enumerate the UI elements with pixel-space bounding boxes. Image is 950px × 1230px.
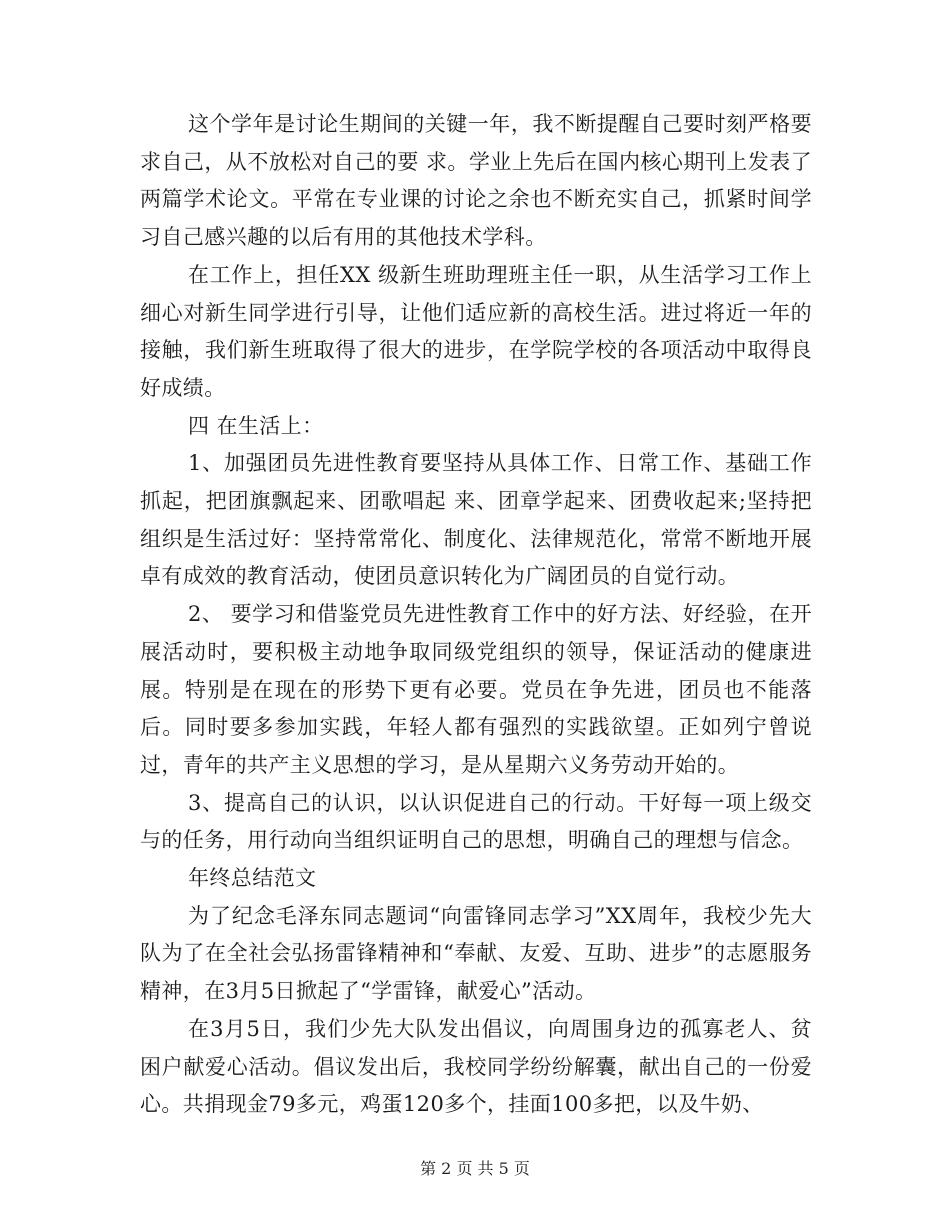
paragraph-study: 这个学年是讨论生期间的关键一年，我不断提醒自己要时刻严格要求自己，从不放松对自己的要 求。学业上先后在国内核心期刊上发表了两篇学术论文。平常在专业课的讨论之余也不断充实自己，抓紧时间学习自己感兴趣的以后有用的其他技术学科。 <box>140 112 812 250</box>
paragraph-item-2: 2、 要学习和借鉴党员先进性教育工作中的好方法、好经验，在开展活动时，要积极主动地争取同级党组织的领导，保证活动的健康进展。特别是在现在的形势下更有必要。党员在争先进，团员也不能落后。同时要多参加实践，年轻人都有强烈的实践欲望。正如列宁曾说过，青年的共产主义思想的学习，是从星期六义务劳动开始的。 <box>140 602 812 777</box>
paragraph-leifeng-intro: 为了纪念毛泽东同志题词“向雷锋同志学习”XX周年，我校少先大队为了在全社会弘扬雷锋精神和“奉献、友爱、互助、进步”的志愿服务精神，在3月5日掀起了“学雷锋，献爱心”活动。 <box>140 903 812 1004</box>
section-heading-sample: 年终总结范文 <box>188 866 317 891</box>
paragraph-item-1: 1、加强团员先进性教育要坚持从具体工作、日常工作、基础工作抓起，把团旗飘起来、团歌唱起 来、团章学起来、团费收起来;坚持把组织是生活过好：坚持常常化、制度化、法律规范化，常常不断地开展卓有成效的教育活动，使团员意识转化为广阔团员的自觉行动。 <box>140 451 812 589</box>
page-number-footer: 第 2 页 共 5 页 <box>420 1159 530 1178</box>
section-heading-life: 四 在生活上： <box>188 413 324 438</box>
paragraph-item-3: 3、提高自己的认识，以认识促进自己的行动。干好每一项上级交与的任务，用行动向当组织证明自己的思想，明确自己的理想与信念。 <box>140 790 812 853</box>
paragraph-work: 在工作上，担任XX 级新生班助理班主任一职，从生活学习工作上细心对新生同学进行引导，让他们适应新的高校生活。进过将近一年的接触，我们新生班取得了很大的进步，在学院学校的各项活动中取得良好成绩。 <box>140 262 812 400</box>
paragraph-leifeng-activity: 在3月5日，我们少先大队发出倡议，向周围身边的孤寡老人、贫困户献爱心活动。倡议发出后，我校同学纷纷解囊，献出自己的一份爱心。共捐现金79多元，鸡蛋120多个，挂面100多把，以及牛奶、 <box>140 1016 812 1117</box>
document-body <box>140 106 812 1124</box>
